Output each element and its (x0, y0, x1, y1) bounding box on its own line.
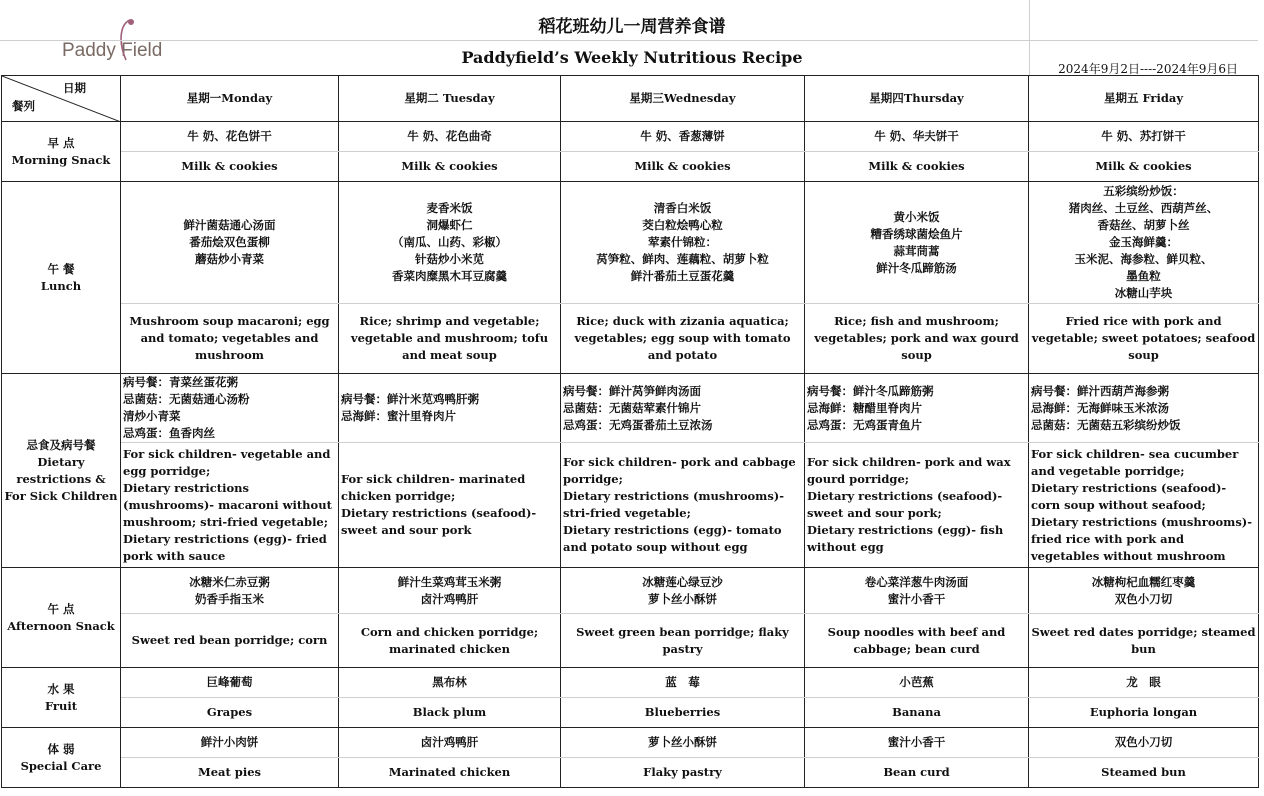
lunch-en-wed: Rice; duck with zizania aquatica; vegetables; egg soup with tomato and potato (561, 304, 805, 374)
corner-date-label: 日期 (63, 81, 86, 95)
row-label-fruit: 水 果 Fruit (2, 668, 121, 728)
fruit-cn-mon: 巨峰葡萄 (121, 668, 339, 698)
dietary-en-fri: For sick children- sea cucumber and vegetable porridge; Dietary restrictions (seafood)- corn soup without seafood; Dietary restrictions (mushrooms)- fried rice with pork and vegetables without mushroom (1029, 443, 1259, 568)
day-header-friday: 星期五 Friday (1029, 76, 1259, 122)
special-en-tue: Marinated chicken (339, 758, 561, 788)
special-en-thu: Bean curd (805, 758, 1029, 788)
afternoon-en-fri: Sweet red dates porridge; steamed bun (1029, 614, 1259, 668)
title-chinese: 稻花班幼儿一周营养食谱 (538, 17, 726, 37)
special-en-wed: Flaky pastry (561, 758, 805, 788)
row-label-morning-snack: 早 点 Morning Snack (2, 122, 121, 182)
morning-cn-tue: 牛 奶、花色曲奇 (339, 122, 561, 152)
dietary-cn-mon: 病号餐：青菜丝蛋花粥 忌菌菇：无菌菇通心汤粉 清炒小青菜 忌鸡蛋：鱼香肉丝 (121, 374, 339, 443)
row-label-lunch: 午 餐 Lunch (2, 182, 121, 374)
dietary-cn-tue: 病号餐：鲜汁米苋鸡鸭肝粥 忌海鲜：蜜汁里脊肉片 (339, 374, 561, 443)
dietary-en-mon: For sick children- vegetable and egg porridge; Dietary restrictions (mushrooms)- macaroni without mushroom; stri-fried vegetable; Dietary restrictions (egg)- fried pork with sauce (121, 443, 339, 568)
day-header-tuesday: 星期二 Tuesday (339, 76, 561, 122)
row-label-afternoon-snack: 午 点 Afternoon Snack (2, 568, 121, 668)
fruit-en-thu: Banana (805, 698, 1029, 728)
special-cn-tue: 卤汁鸡鸭肝 (339, 728, 561, 758)
special-cn-wed: 萝卜丝小酥饼 (561, 728, 805, 758)
special-cn-mon: 鲜汁小肉饼 (121, 728, 339, 758)
dietary-en-wed: For sick children- pork and cabbage porridge; Dietary restrictions (mushrooms)-stri-fried vegetable; Dietary restrictions (egg)- tomato and potato soup without egg (561, 443, 805, 568)
fruit-en-tue: Black plum (339, 698, 561, 728)
fruit-en-mon: Grapes (121, 698, 339, 728)
fruit-cn-wed: 蓝 莓 (561, 668, 805, 698)
special-en-mon: Meat pies (121, 758, 339, 788)
header-divider (0, 40, 1258, 41)
morning-en-mon: Milk & cookies (121, 152, 339, 182)
special-cn-fri: 双色小刀切 (1029, 728, 1259, 758)
afternoon-cn-fri: 冰糖枸杞血糯红枣羹 双色小刀切 (1029, 568, 1259, 614)
afternoon-cn-mon: 冰糖米仁赤豆粥 奶香手指玉米 (121, 568, 339, 614)
dietary-cn-wed: 病号餐：鲜汁莴笋鲜肉汤面 忌菌菇：无菌菇荤素什锦片 忌鸡蛋：无鸡蛋番茄土豆浓汤 (561, 374, 805, 443)
dietary-cn-fri: 病号餐：鲜汁西葫芦海参粥 忌海鲜：无海鲜味玉米浓汤 忌菌菇：无菌菇五彩缤纷炒饭 (1029, 374, 1259, 443)
corner-cell (2, 76, 121, 122)
lunch-en-tue: Rice; shrimp and vegetable; vegetable and mushroom; tofu and meat soup (339, 304, 561, 374)
afternoon-en-mon: Sweet red bean porridge; corn (121, 614, 339, 668)
fruit-en-wed: Blueberries (561, 698, 805, 728)
title-english: Paddyfield’s Weekly Nutritious Recipe (461, 48, 803, 67)
day-header-thursday: 星期四Thursday (805, 76, 1029, 122)
morning-en-tue: Milk & cookies (339, 152, 561, 182)
special-cn-thu: 蜜汁小香干 (805, 728, 1029, 758)
morning-cn-wed: 牛 奶、香葱薄饼 (561, 122, 805, 152)
lunch-en-mon: Mushroom soup macaroni; egg and tomato; vegetables and mushroom (121, 304, 339, 374)
afternoon-en-thu: Soup noodles with beef and cabbage; bean curd (805, 614, 1029, 668)
header-row (2, 76, 1259, 122)
afternoon-cn-wed: 冰糖莲心绿豆沙 萝卜丝小酥饼 (561, 568, 805, 614)
morning-cn-fri: 牛 奶、苏打饼干 (1029, 122, 1259, 152)
dietary-cn-thu: 病号餐：鲜汁冬瓜蹄筋粥 忌海鲜：糖醋里脊肉片 忌鸡蛋：无鸡蛋青鱼片 (805, 374, 1029, 443)
logo-text: Paddy Field (62, 40, 163, 61)
afternoon-cn-thu: 卷心菜洋葱牛肉汤面 蜜汁小香干 (805, 568, 1029, 614)
fruit-en-fri: Euphoria longan (1029, 698, 1259, 728)
lunch-cn-mon: 鲜汁菌菇通心汤面 番茄烩双色蛋柳 蘑菇炒小青菜 (121, 182, 339, 304)
row-label-special-care: 体 弱 Special Care (2, 728, 121, 788)
morning-cn-thu: 牛 奶、华夫饼干 (805, 122, 1029, 152)
day-header-wednesday: 星期三Wednesday (561, 76, 805, 122)
morning-en-fri: Milk & cookies (1029, 152, 1259, 182)
lunch-en-thu: Rice; fish and mushroom; vegetables; pork and wax gourd soup (805, 304, 1029, 374)
afternoon-en-wed: Sweet green bean porridge; flaky pastry (561, 614, 805, 668)
fruit-cn-fri: 龙 眼 (1029, 668, 1259, 698)
lunch-cn-wed: 清香白米饭 茭白粒烩鸭心粒 荤素什锦粒： 莴笋粒、鲜肉、莲藕粒、胡萝卜粒 鲜汁番茄土豆蛋花羹 (561, 182, 805, 304)
fruit-cn-thu: 小芭蕉 (805, 668, 1029, 698)
lunch-cn-thu: 黄小米饭 糟香绣球菌烩鱼片 蒜茸茼蒿 鲜汁冬瓜蹄筋汤 (805, 182, 1029, 304)
fruit-cn-tue: 黑布林 (339, 668, 561, 698)
morning-en-wed: Milk & cookies (561, 152, 805, 182)
dietary-en-tue: For sick children- marinated chicken porridge; Dietary restrictions (seafood)- sweet and sour pork (339, 443, 561, 568)
morning-cn-mon: 牛 奶、花色饼干 (121, 122, 339, 152)
weekly-menu-table (1, 75, 1259, 788)
special-en-fri: Steamed bun (1029, 758, 1259, 788)
lunch-cn-tue: 麦香米饭 洞爆虾仁 （南瓜、山药、彩椒） 针菇炒小米苋 香菜肉糜黑木耳豆腐羹 (339, 182, 561, 304)
day-header-monday: 星期一Monday (121, 76, 339, 122)
date-range: 2024年9月2日----2024年9月6日 (1058, 62, 1238, 76)
afternoon-cn-tue: 鲜汁生菜鸡茸玉米粥 卤汁鸡鸭肝 (339, 568, 561, 614)
dietary-en-thu: For sick children- pork and wax gourd porridge; Dietary restrictions (seafood)- sweet and sour pork; Dietary restrictions (egg)- fish without egg (805, 443, 1029, 568)
corner-meal-label: 餐列 (12, 99, 35, 113)
lunch-cn-fri: 五彩缤纷炒饭： 猪肉丝、土豆丝、西葫芦丝、 香菇丝、胡萝卜丝 金玉海鲜羹： 玉米泥、海参粒、鲜贝粒、 墨鱼粒 冰糖山芋块 (1029, 182, 1259, 304)
row-label-dietary: 忌食及病号餐 Dietary restrictions & For Sick Children (2, 374, 121, 568)
afternoon-en-tue: Corn and chicken porridge; marinated chicken (339, 614, 561, 668)
lunch-en-fri: Fried rice with pork and vegetable; sweet potatoes; seafood soup (1029, 304, 1259, 374)
morning-en-thu: Milk & cookies (805, 152, 1029, 182)
